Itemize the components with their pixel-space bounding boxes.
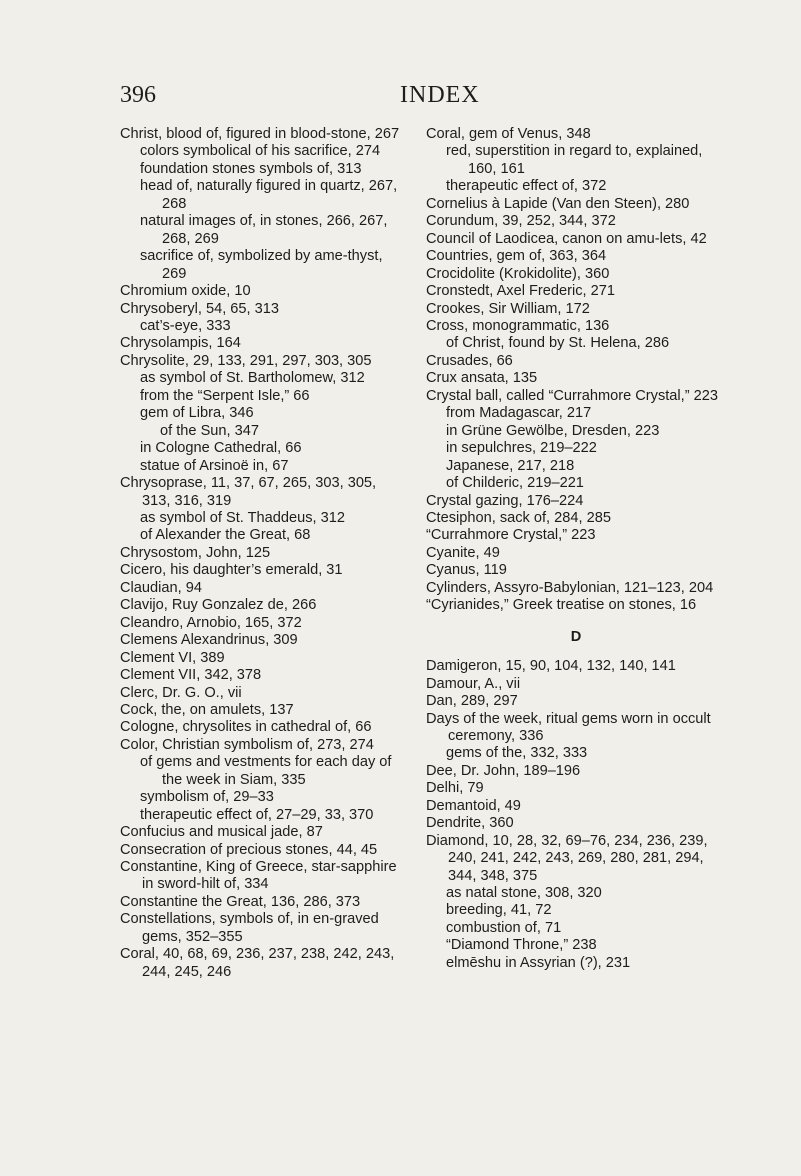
index-subentry: red, superstition in regard to, explained, 160, 161 [446, 143, 703, 177]
index-subentry: of the Sun, 347 [160, 422, 259, 439]
index-entry: Dendrite, 360 [426, 815, 514, 832]
index-entry: “Currahmore Crystal,” 223 [426, 527, 596, 544]
index-subentry: Japanese, 217, 218 [446, 457, 575, 474]
index-entry: Cicero, his daughter’s emerald, 31 [120, 562, 343, 579]
index-subentry: gem of Libra, 346 [140, 405, 254, 422]
index-subentry: “Diamond Throne,” 238 [446, 937, 597, 954]
index-entries-d [426, 658, 726, 972]
index-entry: Damour, A., vii [426, 675, 521, 692]
index-subentry: of Alexander the Great, 68 [140, 527, 311, 544]
index-entry: Constellations, symbols of, in en-graved gems, 352–355 [120, 911, 379, 945]
index-subentry: head of, naturally figured in quartz, 267, 268 [140, 178, 398, 212]
index-entry: Cleandro, Arnobio, 165, 372 [120, 614, 302, 631]
index-entry: Coral, 40, 68, 69, 236, 237, 238, 242, 243, 244, 245, 246 [120, 946, 395, 980]
index-entry: Clerc, Dr. G. O., vii [120, 684, 242, 701]
index-entry: Damigeron, 15, 90, 104, 132, 140, 141 [426, 658, 676, 675]
index-entry: Coral, gem of Venus, 348 [426, 126, 591, 142]
index-subentry: breeding, 41, 72 [446, 902, 552, 919]
index-subentry: colors symbolical of his sacrifice, 274 [140, 143, 381, 160]
index-entry: Chrysoprase, 11, 37, 67, 265, 303, 305, 313, 316, 319 [120, 475, 377, 509]
index-subentry: as symbol of St. Thaddeus, 312 [140, 509, 345, 526]
index-entry: Ctesiphon, sack of, 284, 285 [426, 509, 611, 526]
index-entry: Chromium oxide, 10 [120, 283, 251, 300]
index-entry: “Cyrianides,” Greek treatise on stones, 16 [426, 597, 697, 614]
index-entry: Cyanus, 119 [426, 562, 507, 579]
index-entry: Crystal ball, called “Currahmore Crystal,” 223 [426, 387, 718, 404]
index-entry: Corundum, 39, 252, 344, 372 [426, 213, 616, 230]
index-subentry: combustion of, 71 [446, 919, 562, 936]
index-subentry: gems of the, 332, 333 [446, 745, 588, 762]
index-entry: Chrysoberyl, 54, 65, 313 [120, 300, 279, 317]
index-column-right [426, 126, 726, 972]
index-subentry: therapeutic effect of, 27–29, 33, 370 [140, 806, 374, 823]
index-entry: Cologne, chrysolites in cathedral of, 66 [120, 719, 372, 736]
index-entry: Countries, gem of, 363, 364 [426, 248, 607, 265]
index-entry: Diamond, 10, 28, 32, 69–76, 234, 236, 239, 240, 241, 242, 243, 269, 280, 281, 294, 344, 348, 375 [426, 832, 708, 884]
index-subentry: from the “Serpent Isle,” 66 [140, 387, 310, 404]
index-subentry: as natal stone, 308, 320 [446, 885, 602, 902]
index-subentry: natural images of, in stones, 266, 267, 268, 269 [140, 213, 388, 247]
index-subentry: sacrifice of, symbolized by ame-thyst, 269 [140, 248, 383, 282]
index-entry: Cylinders, Assyro-Babylonian, 121–123, 204 [426, 579, 714, 596]
index-subentry: therapeutic effect of, 372 [446, 178, 607, 195]
index-entries-c [426, 126, 726, 615]
index-entry: Clement VI, 389 [120, 649, 225, 666]
index-entry: Crookes, Sir William, 172 [426, 300, 590, 317]
index-subentry: statue of Arsinoë in, 67 [140, 457, 289, 474]
index-subentry: in sepulchres, 219–222 [446, 440, 597, 457]
index-subentry: elmēshu in Assyrian (?), 231 [446, 954, 631, 971]
index-subentry: as symbol of St. Bartholomew, 312 [140, 370, 365, 387]
index-subentry: of gems and vestments for each day of the week in Siam, 335 [140, 754, 392, 788]
running-head: INDEX [400, 82, 480, 108]
index-entry: Consecration of precious stones, 44, 45 [120, 841, 378, 858]
index-subentry: cat’s-eye, 333 [140, 317, 231, 334]
index-entry: Crocidolite (Krokidolite), 360 [426, 265, 610, 282]
index-entry: Chrysolite, 29, 133, 291, 297, 303, 305 [120, 352, 372, 369]
index-entry: Chrysostom, John, 125 [120, 544, 271, 561]
index-entry: Christ, blood of, figured in blood-stone, 267 [120, 126, 400, 142]
index-entry: Constantine, King of Greece, star-sapphire in sword-hilt of, 334 [120, 859, 397, 893]
index-entry: Color, Christian symbolism of, 273, 274 [120, 736, 374, 753]
index-column-left [120, 126, 408, 981]
index-entry: Days of the week, ritual gems worn in occult ceremony, 336 [426, 710, 711, 744]
index-subentry: foundation stones symbols of, 313 [140, 160, 362, 177]
index-subentry: in Grüne Gewölbe, Dresden, 223 [446, 422, 660, 439]
index-entry: Claudian, 94 [120, 579, 202, 596]
index-entry: Cronstedt, Axel Frederic, 271 [426, 283, 615, 300]
index-entry: Chrysolampis, 164 [120, 335, 241, 352]
page-header [120, 82, 720, 112]
index-entry: Clemens Alexandrinus, 309 [120, 632, 298, 649]
page-number: 396 [120, 82, 156, 108]
index-entry: Cock, the, on amulets, 137 [120, 701, 294, 718]
index-entry: Cyanite, 49 [426, 544, 500, 561]
index-subentry: symbolism of, 29–33 [140, 789, 274, 806]
index-entry: Dee, Dr. John, 189–196 [426, 762, 581, 779]
index-entry: Dan, 289, 297 [426, 693, 518, 710]
index-entry: Crux ansata, 135 [426, 370, 538, 387]
index-entry: Cornelius à Lapide (Van den Steen), 280 [426, 195, 690, 212]
section-letter: D [570, 628, 582, 645]
index-entry: Clement VII, 342, 378 [120, 667, 262, 684]
index-entry: Clavijo, Ruy Gonzalez de, 266 [120, 597, 317, 614]
index-subentry: of Christ, found by St. Helena, 286 [446, 335, 670, 352]
index-entry: Constantine the Great, 136, 286, 373 [120, 893, 361, 910]
index-subentry: from Madagascar, 217 [446, 405, 592, 422]
index-subentry: of Childeric, 219–221 [446, 475, 584, 492]
index-entry: Demantoid, 49 [426, 797, 521, 814]
index-entry: Delhi, 79 [426, 780, 484, 797]
index-entry: Confucius and musical jade, 87 [120, 824, 323, 841]
index-subentry: in Cologne Cathedral, 66 [140, 440, 302, 457]
index-entry: Crusades, 66 [426, 352, 513, 369]
index-entry: Crystal gazing, 176–224 [426, 492, 584, 509]
index-entry: Cross, monogrammatic, 136 [426, 317, 610, 334]
index-entry: Council of Laodicea, canon on amu-lets, 42 [426, 230, 707, 247]
